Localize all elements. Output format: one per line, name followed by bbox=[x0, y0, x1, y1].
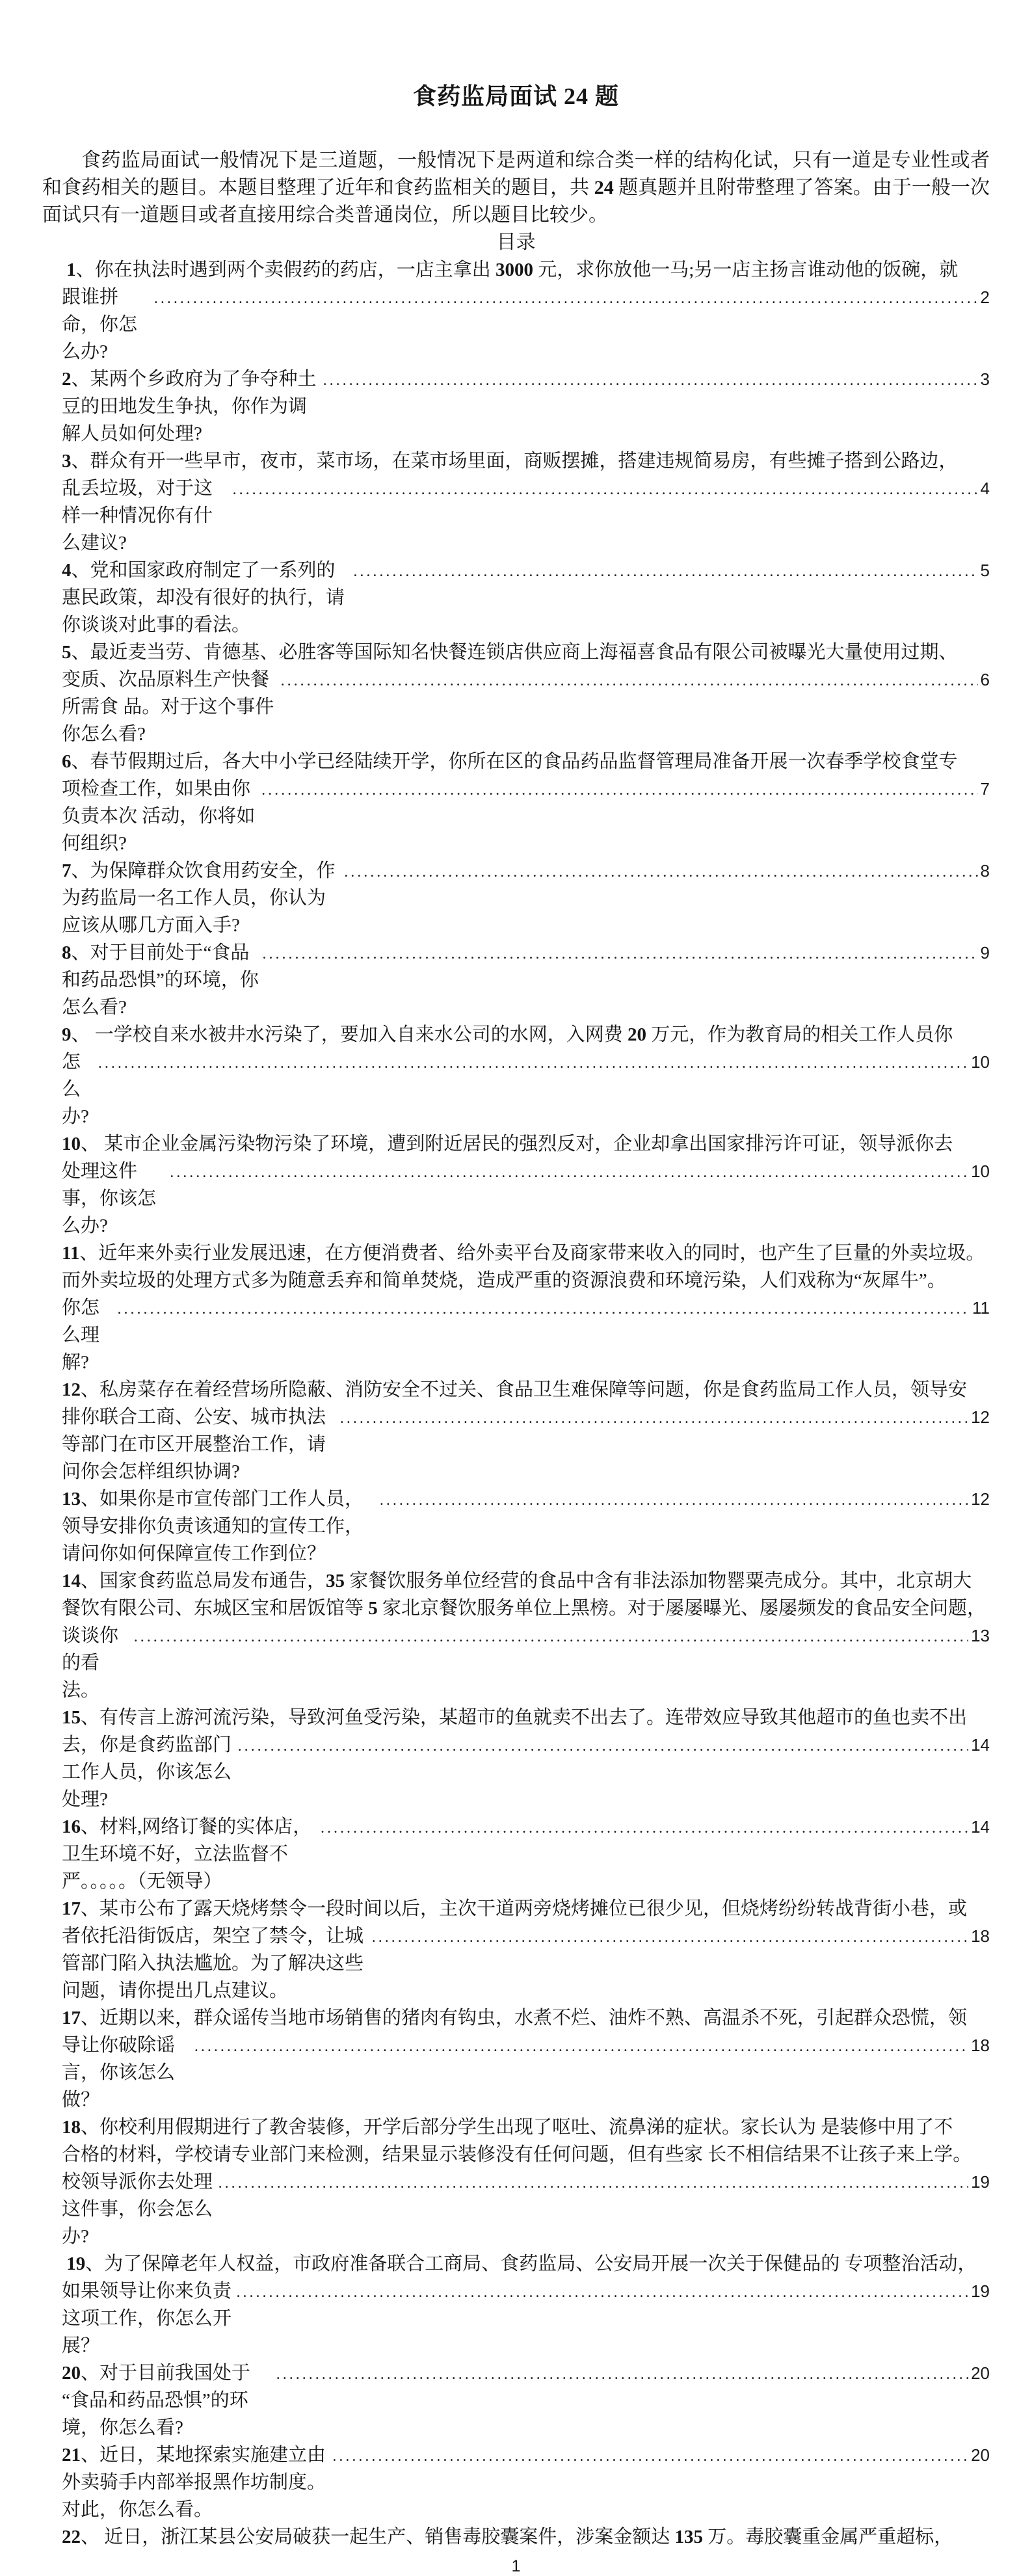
dot-leader bbox=[281, 667, 978, 695]
toc-entry-line bbox=[62, 2114, 990, 2141]
dot-leader bbox=[233, 476, 978, 503]
toc-entry-line bbox=[62, 1267, 990, 1294]
toc-entry-line bbox=[62, 447, 990, 475]
toc-entry-text: 排你联合工商、公安、城市执法等部门在市区开展整治工作，请问你会怎样组织协调? bbox=[62, 1407, 326, 1482]
toc-entry-text: 14、国家食药监总局发布通告，35 家餐饮服务单位经营的食品中含有非法添加物罂粟壳成分。其中，北京胡大 bbox=[62, 1571, 972, 1591]
toc-entry[interactable] bbox=[62, 1567, 990, 1704]
toc-entry-line bbox=[62, 365, 990, 447]
toc-entry-text: 谈谈你的看法。 bbox=[62, 1625, 119, 1701]
dot-leader bbox=[134, 1623, 968, 1651]
toc-entry-text: 12、私房菜存在着经营场所隐蔽、消防安全不过关、食品卫生难保障等问题，你是食药监局工作人员，领导安 bbox=[62, 1379, 968, 1400]
dot-leader bbox=[321, 1814, 968, 1842]
toc-entry-line bbox=[62, 1567, 990, 1595]
toc-entry[interactable] bbox=[62, 1376, 990, 1485]
toc-entry-text: 你怎么理解? bbox=[62, 1297, 100, 1373]
toc-entry-text: 19、为了保障老年人权益，市政府准备联合工商局、食药监局、公安局开展一次关于保健品的 专项整治活动， bbox=[66, 2253, 977, 2274]
toc-page-number: 2 bbox=[980, 287, 990, 307]
toc-page-number: 5 bbox=[980, 561, 990, 580]
toc-entry-text: 11、近年来外卖行业发展迅速，在方便消费者、给外卖平台及商家带来收入的同时，也产生了巨量的外卖垃圾。 bbox=[62, 1243, 985, 1264]
toc-entry-text: 17、某市公布了露天烧烤禁令一段时间以后，主次干道两旁烧烤摊位已很少见，但烧烤纷纷转战背街小巷，或 bbox=[62, 1898, 968, 1919]
toc-entry[interactable] bbox=[62, 557, 990, 639]
toc-entry[interactable] bbox=[62, 1704, 990, 1813]
toc-entry[interactable] bbox=[62, 256, 990, 365]
toc-entry-line bbox=[62, 284, 990, 365]
toc-entry-line bbox=[62, 1130, 990, 1158]
dot-leader bbox=[340, 1405, 968, 1432]
toc-entry-line bbox=[62, 1048, 990, 1130]
dot-leader bbox=[323, 367, 978, 394]
toc-page-number: 19 bbox=[971, 2172, 990, 2192]
toc-entry[interactable] bbox=[62, 365, 990, 447]
toc-entry-line bbox=[62, 1021, 990, 1048]
toc-entry-text: 3、群众有开一些早市，夜市，菜市场，在菜市场里面，商贩摆摊，搭建违规简易房，有些摊子搭到公路边， bbox=[62, 451, 958, 471]
toc-page-number: 13 bbox=[971, 1626, 990, 1645]
toc-page-number: 3 bbox=[980, 369, 990, 389]
toc-entry[interactable] bbox=[62, 2250, 990, 2359]
dot-leader bbox=[238, 1733, 969, 1760]
toc-entry-line bbox=[62, 1240, 990, 1267]
toc-entry-line bbox=[62, 2277, 990, 2359]
toc-entry-text: 变质、次品原料生产快餐所需食 品。对于这个事件你怎么看? bbox=[62, 669, 274, 745]
toc-entry-text: 餐饮有限公司、东城区宝和居饭馆等 5 家北京餐饮服务单位上黑榜。对于屡屡曝光、屡屡频发的食品安全问题， bbox=[62, 1598, 986, 1619]
toc-page-number: 10 bbox=[971, 1162, 990, 1181]
toc-page-number: 4 bbox=[980, 479, 990, 498]
dot-leader bbox=[117, 1295, 970, 1323]
toc-entry-line bbox=[62, 557, 990, 639]
toc-entry-text: 9、 一学校自来水被井水污染了，要加入自来水公司的水网，入网费 20 万元，作为教育局的相关工作人员你 bbox=[62, 1024, 953, 1045]
toc-page-number: 8 bbox=[980, 861, 990, 881]
toc-entry-text: 18、你校利用假期进行了教舍装修，开学后部分学生出现了呕吐、流鼻涕的症状。家长认为 是装修中用了不 bbox=[62, 2117, 953, 2138]
toc-page-number: 9 bbox=[980, 943, 990, 963]
dot-leader bbox=[218, 2170, 968, 2197]
toc-entry-text: 13、如果你是市宣传部门工作人员，领导安排你负责该通知的宣传工作，请问你如何保障宣传工作到位？ bbox=[62, 1489, 364, 1564]
toc-entry-line bbox=[62, 1158, 990, 1240]
document-title: 食药监局面试 24 题 bbox=[412, 83, 619, 109]
toc-entry-text: 16、材料,网络订餐的实体店，卫生环境不好，立法监督不严。。。。。（无领导） bbox=[62, 1816, 312, 1892]
toc-entry-text: 10、 某市企业金属污染物污染了环境，遭到附近居民的强烈反对，企业却拿出国家排污许可证，领导派你去 bbox=[62, 1134, 953, 1154]
toc-entry-text: 15、有传言上游河流污染，导致河鱼受污染，某超市的鱼就卖不出去了。连带效应导致其他超市的鱼也卖不出 bbox=[62, 1707, 968, 1728]
toc-entry-line bbox=[62, 2168, 990, 2250]
toc-entry-line bbox=[62, 2359, 990, 2441]
footer-page-number: 1 bbox=[511, 2557, 521, 2575]
toc-entry-text: 去，你是食药监部门工作人员，你该怎么处理? bbox=[62, 1734, 232, 1810]
toc-entry[interactable] bbox=[62, 1021, 990, 1130]
toc-entry-line bbox=[62, 1294, 990, 1376]
toc-entry-text: 而外卖垃圾的处理方式多为随意丢弃和简单焚烧，造成严重的资源浪费和环境污染，人们戏称为“灰犀牛”。 bbox=[62, 1270, 946, 1291]
toc-entry-line bbox=[62, 2441, 990, 2523]
table-of-contents bbox=[42, 256, 990, 2551]
toc-entry-text: 5、最近麦当劳、肯德基、必胜客等国际知名快餐连锁店供应商上海福喜食品有限公司被曝光大量使用过期、 bbox=[62, 642, 958, 663]
toc-page-number: 6 bbox=[980, 670, 990, 689]
toc-entry-text: 乱丢垃圾，对于这样一种情况你有什么建议? bbox=[62, 478, 213, 553]
toc-entry-line bbox=[62, 475, 990, 557]
toc-entry[interactable] bbox=[62, 939, 990, 1021]
toc-entry-line bbox=[62, 666, 990, 748]
toc-entry-text: 校领导派你去处理这件事，你会怎么办? bbox=[62, 2171, 213, 2247]
toc-entry-text: 20、对于目前我国处于“食品和药品恐惧”的环境，你怎么看? bbox=[62, 2363, 251, 2438]
toc-page-number: 14 bbox=[971, 1817, 990, 1837]
toc-entry-text: 怎么办? bbox=[62, 1052, 89, 1127]
toc-page-number: 10 bbox=[971, 1052, 990, 1072]
dot-leader bbox=[154, 285, 978, 312]
toc-entry-text: 2、某两个乡政府为了争夺种土豆的田地发生争执，你作为调解人员如何处理? bbox=[62, 369, 317, 444]
toc-entry[interactable] bbox=[62, 2441, 990, 2523]
toc-entry[interactable] bbox=[62, 1240, 990, 1376]
dot-leader bbox=[372, 1924, 968, 1951]
toc-page-number: 20 bbox=[971, 2445, 990, 2465]
toc-entry-line bbox=[62, 1376, 990, 1403]
toc-entry[interactable] bbox=[62, 2004, 990, 2114]
toc-entry-text: 6、春节假期过后，各大中小学已经陆续开学，你所在区的食品药品监督管理局准备开展一次春季学校食堂专 bbox=[62, 751, 958, 772]
toc-entry-text: 21、近日，某地探索实施建立由外卖骑手内部举报黑作坊制度。对此，你怎么看。 bbox=[62, 2445, 326, 2520]
toc-entry-line bbox=[62, 1813, 990, 1895]
dot-leader bbox=[276, 2361, 968, 2388]
toc-entry-line bbox=[62, 1731, 990, 1813]
toc-entry-line bbox=[62, 639, 990, 666]
toc-entry-line bbox=[62, 2032, 990, 2114]
toc-entry-line bbox=[62, 2141, 990, 2168]
toc-entry[interactable] bbox=[62, 1485, 990, 1567]
toc-entry-text: 1、你在执法时遇到两个卖假药的药店，一店主拿出 3000 元，求你放他一马;另一店主扬言谁动他的饭碗，就 bbox=[66, 259, 959, 280]
toc-entry[interactable] bbox=[62, 639, 990, 748]
toc-entry[interactable] bbox=[62, 857, 990, 939]
toc-page-number: 19 bbox=[971, 2281, 990, 2301]
dot-leader bbox=[98, 1050, 968, 1077]
dot-leader bbox=[194, 2033, 968, 2060]
intro-paragraph: 食药监局面试一般情况下是三道题，一般情况下是两道和综合类一样的结构化试，只有一道是专业性或者和食药相关的题目。本题目整理了近年和食药监相关的题目，共 24 题真题并且附带整理了答案。由于一般一次面试只有一道题目或者直接用综合类普通岗位，所以题目比较少。 bbox=[42, 150, 990, 226]
toc-entry-text: 者依托沿街饭店，架空了禁令，让城管部门陷入执法尴尬。为了解决这些问题，请你提出几点建议。 bbox=[62, 1926, 364, 2001]
dot-leader bbox=[170, 1159, 968, 1186]
toc-entry-text: 导让你破除谣 言，你该怎么做？ bbox=[62, 2035, 180, 2110]
toc-entry-line bbox=[62, 1704, 990, 1731]
dot-leader bbox=[353, 558, 977, 585]
toc-entry-line bbox=[62, 1895, 990, 1922]
toc-page-number: 18 bbox=[971, 2036, 990, 2055]
toc-entry-text: 如果领导让你来负责这项工作，你怎么开展？ bbox=[62, 2281, 232, 2356]
toc-entry-text: 4、党和国家政府制定了一系列的惠民政策，却没有很好的执行，请你谈谈对此事的看法。 bbox=[62, 560, 345, 635]
toc-entry-text: 8、对于目前处于“食品和药品恐惧”的环境，你怎么看? bbox=[62, 942, 259, 1018]
toc-entry[interactable] bbox=[62, 1130, 990, 1240]
toc-entry[interactable] bbox=[62, 2523, 990, 2551]
toc-page-number: 14 bbox=[971, 1735, 990, 1755]
dot-leader bbox=[237, 2279, 969, 2306]
toc-entry-line bbox=[62, 1403, 990, 1485]
toc-page-number: 7 bbox=[980, 779, 990, 799]
toc-page-number: 11 bbox=[972, 1298, 990, 1318]
toc-entry-line bbox=[62, 775, 990, 857]
toc-entry-line bbox=[62, 2523, 990, 2551]
dot-leader bbox=[263, 940, 978, 968]
toc-entry-text: 处理这件事，你该怎么办? bbox=[62, 1161, 157, 1236]
toc-entry-text: 跟谁拼命，你怎么办? bbox=[62, 287, 138, 362]
toc-entry-text: 合格的材料，学校请专业部门来检测，结果显示装修没有任何问题，但有些家 长不相信结果不让孩子来上学。 bbox=[62, 2144, 972, 2165]
toc-entry-line bbox=[62, 1595, 990, 1622]
toc-page-number: 20 bbox=[971, 2363, 990, 2383]
toc-entry-text: 22、 近日，浙江某县公安局破获一起生产、销售毒胶囊案件，涉案金额达 135 万。毒胶囊重金属严重超标， bbox=[62, 2527, 953, 2547]
toc-page-number: 12 bbox=[971, 1489, 990, 1509]
toc-entry[interactable] bbox=[62, 447, 990, 557]
toc-page-number: 18 bbox=[971, 1926, 990, 1946]
toc-page-number: 12 bbox=[971, 1407, 990, 1427]
dot-leader bbox=[380, 1487, 968, 1514]
toc-heading: 目录 bbox=[496, 232, 536, 253]
toc-entry-line bbox=[62, 857, 990, 939]
toc-entry-line bbox=[62, 2250, 990, 2277]
toc-entry[interactable] bbox=[62, 1813, 990, 1895]
toc-entry[interactable] bbox=[62, 2359, 990, 2441]
toc-entry-line bbox=[62, 1922, 990, 2004]
toc-entry-text: 项检查工作，如果由你负责本次 活动，你将如何组织? bbox=[62, 778, 256, 854]
toc-entry[interactable] bbox=[62, 1895, 990, 2004]
dot-leader bbox=[344, 858, 977, 886]
toc-entry-line bbox=[62, 2004, 990, 2032]
toc-entry-line bbox=[62, 1485, 990, 1567]
toc-entry[interactable] bbox=[62, 2114, 990, 2250]
toc-entry-line bbox=[62, 939, 990, 1021]
dot-leader bbox=[332, 2443, 968, 2470]
dot-leader bbox=[261, 777, 977, 804]
toc-entry-line bbox=[62, 748, 990, 775]
toc-entry-text: 17、近期以来，群众谣传当地市场销售的猪肉有钩虫，水煮不烂、油炸不熟、高温杀不死，引起群众恐慌，领 bbox=[62, 2008, 968, 2028]
toc-entry-text: 7、为保障群众饮食用药安全，作为药监局一名工作人员，你认为应该从哪几方面入手? bbox=[62, 860, 336, 936]
toc-entry[interactable] bbox=[62, 748, 990, 857]
toc-entry-line bbox=[62, 1622, 990, 1704]
toc-entry-line bbox=[62, 256, 990, 284]
